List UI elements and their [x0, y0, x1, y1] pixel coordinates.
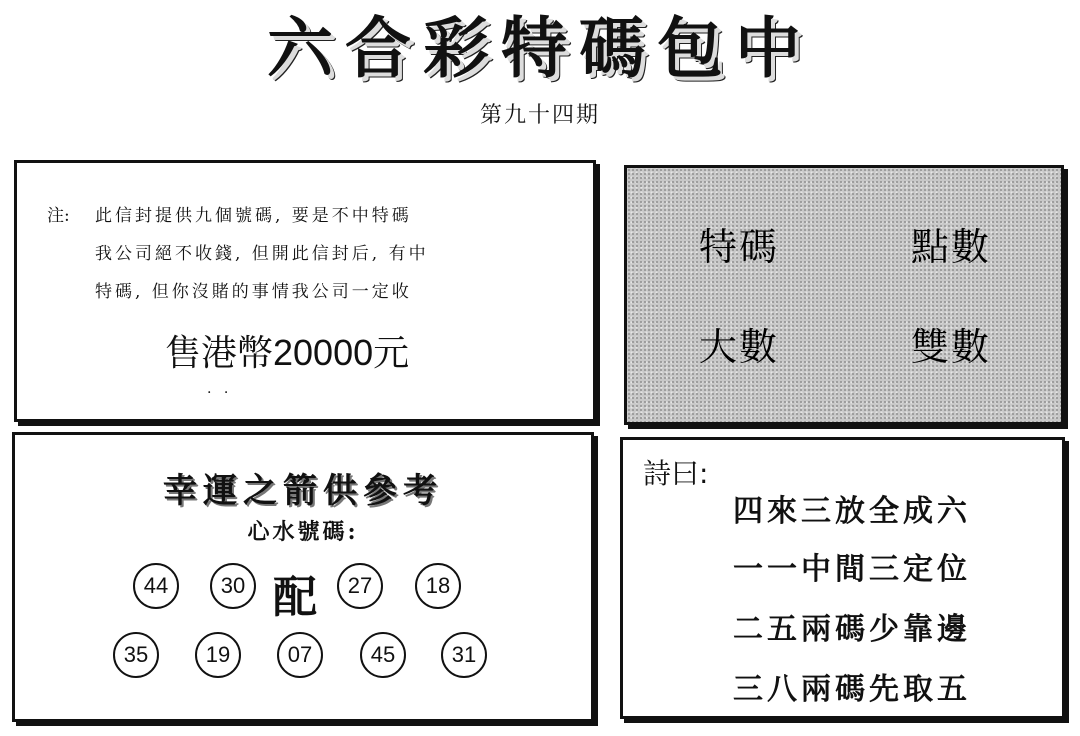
note-panel — [14, 160, 596, 422]
note-prefix: 注: — [47, 206, 70, 226]
poem-label: 詩曰: — [643, 457, 709, 490]
note-line-1: 此信封提供九個號碼, 要是不中特碼 — [95, 206, 412, 226]
price-prefix: 售港幣 — [165, 333, 274, 374]
price-amount: 20000 — [273, 332, 374, 373]
pei-character: 配 — [273, 572, 317, 623]
poem-line-1: 四來三放全成六 — [733, 494, 971, 529]
number-ball: 30 — [210, 563, 256, 609]
lucky-title: 幸運之箭供參考 — [163, 471, 443, 511]
issue-number: 第九十四期 — [479, 103, 600, 128]
number-ball: 31 — [441, 632, 487, 678]
category-even-number: 雙數 — [911, 325, 992, 369]
note-dots: . . — [207, 381, 233, 397]
poem-line-2: 一一中間三定位 — [733, 552, 971, 587]
number-ball: 44 — [133, 563, 179, 609]
number-ball: 45 — [360, 632, 406, 678]
number-ball: 07 — [277, 632, 323, 678]
number-ball: 27 — [337, 563, 383, 609]
number-ball: 19 — [195, 632, 241, 678]
note-line-3: 特碼, 但你沒賭的事情我公司一定收 — [95, 282, 412, 302]
poem-panel — [620, 437, 1065, 719]
page-title: 六合彩特碼包中 — [267, 9, 813, 87]
price-unit: 元 — [373, 333, 410, 374]
category-points: 點數 — [911, 225, 992, 269]
poem-line-4: 三八兩碼先取五 — [733, 672, 971, 707]
lucky-numbers-panel — [12, 432, 594, 722]
category-panel — [624, 165, 1064, 425]
category-big-number: 大數 — [699, 325, 780, 369]
number-ball: 35 — [113, 632, 159, 678]
lucky-subtitle: 心水號碼: — [247, 519, 359, 545]
category-special-number: 特碼 — [699, 225, 780, 269]
poem-line-3: 二五兩碼少靠邊 — [733, 612, 971, 647]
number-ball: 18 — [415, 563, 461, 609]
price-text — [165, 325, 409, 376]
note-line-2: 我公司絕不收錢, 但開此信封后, 有中 — [95, 244, 429, 264]
